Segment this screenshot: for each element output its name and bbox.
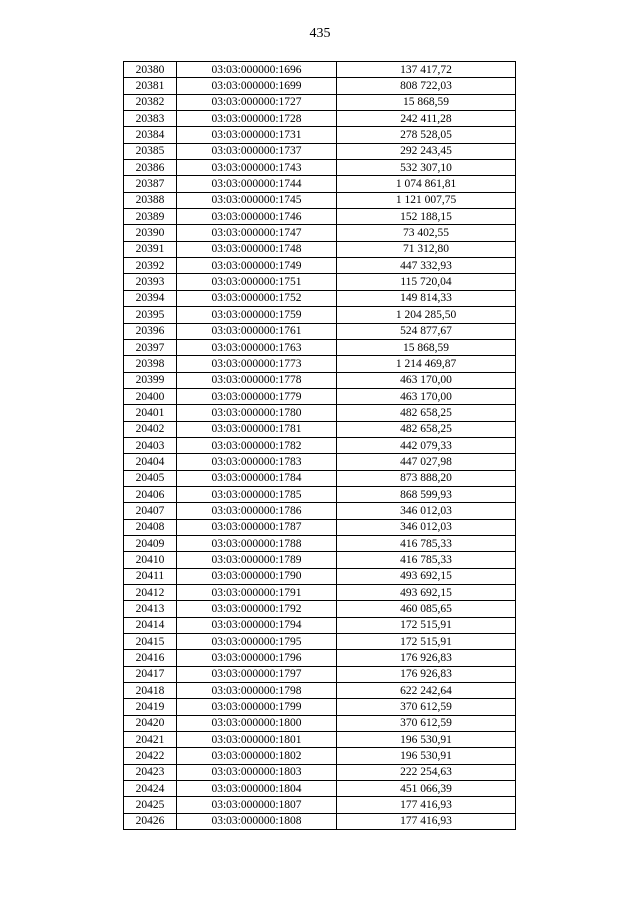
table-row <box>124 699 516 715</box>
row-number-cell: 20421 <box>124 732 177 748</box>
row-number-cell: 20409 <box>124 535 177 551</box>
table-row <box>124 274 516 290</box>
cadastral-value-cell: 447 027,98 <box>337 454 516 470</box>
row-number-cell: 20392 <box>124 258 177 274</box>
row-number-cell: 20393 <box>124 274 177 290</box>
cadastral-number-cell: 03:03:000000:1743 <box>177 160 337 176</box>
cadastral-number-cell: 03:03:000000:1785 <box>177 486 337 502</box>
row-number-cell: 20420 <box>124 715 177 731</box>
row-number-cell: 20381 <box>124 78 177 94</box>
table-row <box>124 617 516 633</box>
cadastral-value-cell: 532 307,10 <box>337 160 516 176</box>
row-number-cell: 20396 <box>124 323 177 339</box>
table-row <box>124 813 516 829</box>
table-row <box>124 111 516 127</box>
table-row <box>124 503 516 519</box>
row-number-cell: 20425 <box>124 797 177 813</box>
table-row <box>124 797 516 813</box>
cadastral-number-cell: 03:03:000000:1780 <box>177 405 337 421</box>
cadastral-value-table <box>123 61 516 830</box>
row-number-cell: 20399 <box>124 372 177 388</box>
cadastral-value-cell: 15 868,59 <box>337 339 516 355</box>
table-row <box>124 683 516 699</box>
cadastral-value-cell: 416 785,33 <box>337 552 516 568</box>
cadastral-value-cell: 1 074 861,81 <box>337 176 516 192</box>
cadastral-value-cell: 493 692,15 <box>337 568 516 584</box>
table-row <box>124 552 516 568</box>
row-number-cell: 20395 <box>124 307 177 323</box>
row-number-cell: 20406 <box>124 486 177 502</box>
row-number-cell: 20387 <box>124 176 177 192</box>
cadastral-number-cell: 03:03:000000:1799 <box>177 699 337 715</box>
cadastral-number-cell: 03:03:000000:1727 <box>177 94 337 110</box>
cadastral-value-cell: 442 079,33 <box>337 437 516 453</box>
cadastral-number-cell: 03:03:000000:1761 <box>177 323 337 339</box>
row-number-cell: 20401 <box>124 405 177 421</box>
cadastral-number-cell: 03:03:000000:1759 <box>177 307 337 323</box>
table-row <box>124 192 516 208</box>
cadastral-number-cell: 03:03:000000:1792 <box>177 601 337 617</box>
cadastral-number-cell: 03:03:000000:1749 <box>177 258 337 274</box>
table-row <box>124 568 516 584</box>
cadastral-number-cell: 03:03:000000:1794 <box>177 617 337 633</box>
cadastral-number-cell: 03:03:000000:1804 <box>177 781 337 797</box>
cadastral-number-cell: 03:03:000000:1696 <box>177 62 337 78</box>
table-row <box>124 437 516 453</box>
table-row <box>124 94 516 110</box>
row-number-cell: 20391 <box>124 241 177 257</box>
row-number-cell: 20423 <box>124 764 177 780</box>
cadastral-value-cell: 370 612,59 <box>337 715 516 731</box>
table-row <box>124 519 516 535</box>
cadastral-value-cell: 242 411,28 <box>337 111 516 127</box>
cadastral-number-cell: 03:03:000000:1801 <box>177 732 337 748</box>
cadastral-value-cell: 15 868,59 <box>337 94 516 110</box>
table-row <box>124 748 516 764</box>
cadastral-number-cell: 03:03:000000:1807 <box>177 797 337 813</box>
table-row <box>124 143 516 159</box>
table-row <box>124 715 516 731</box>
cadastral-number-cell: 03:03:000000:1747 <box>177 225 337 241</box>
table-row <box>124 62 516 78</box>
cadastral-value-cell: 176 926,83 <box>337 666 516 682</box>
table-row <box>124 634 516 650</box>
cadastral-value-cell: 1 121 007,75 <box>337 192 516 208</box>
cadastral-number-cell: 03:03:000000:1796 <box>177 650 337 666</box>
cadastral-number-cell: 03:03:000000:1790 <box>177 568 337 584</box>
cadastral-number-cell: 03:03:000000:1784 <box>177 470 337 486</box>
row-number-cell: 20424 <box>124 781 177 797</box>
cadastral-number-cell: 03:03:000000:1789 <box>177 552 337 568</box>
row-number-cell: 20417 <box>124 666 177 682</box>
row-number-cell: 20389 <box>124 209 177 225</box>
row-number-cell: 20385 <box>124 143 177 159</box>
cadastral-value-cell: 873 888,20 <box>337 470 516 486</box>
table-row <box>124 388 516 404</box>
row-number-cell: 20400 <box>124 388 177 404</box>
row-number-cell: 20388 <box>124 192 177 208</box>
cadastral-value-cell: 451 066,39 <box>337 781 516 797</box>
row-number-cell: 20383 <box>124 111 177 127</box>
cadastral-number-cell: 03:03:000000:1763 <box>177 339 337 355</box>
cadastral-value-cell: 482 658,25 <box>337 421 516 437</box>
cadastral-value-cell: 1 214 469,87 <box>337 356 516 372</box>
cadastral-number-cell: 03:03:000000:1745 <box>177 192 337 208</box>
table-row <box>124 176 516 192</box>
cadastral-number-cell: 03:03:000000:1737 <box>177 143 337 159</box>
cadastral-value-cell: 172 515,91 <box>337 634 516 650</box>
row-number-cell: 20397 <box>124 339 177 355</box>
cadastral-number-cell: 03:03:000000:1748 <box>177 241 337 257</box>
table-row <box>124 405 516 421</box>
cadastral-value-cell: 71 312,80 <box>337 241 516 257</box>
cadastral-number-cell: 03:03:000000:1751 <box>177 274 337 290</box>
cadastral-value-cell: 292 243,45 <box>337 143 516 159</box>
cadastral-value-cell: 808 722,03 <box>337 78 516 94</box>
cadastral-value-cell: 196 530,91 <box>337 732 516 748</box>
cadastral-value-cell: 73 402,55 <box>337 225 516 241</box>
cadastral-number-cell: 03:03:000000:1773 <box>177 356 337 372</box>
cadastral-value-cell: 177 416,93 <box>337 813 516 829</box>
cadastral-number-cell: 03:03:000000:1791 <box>177 585 337 601</box>
row-number-cell: 20380 <box>124 62 177 78</box>
row-number-cell: 20422 <box>124 748 177 764</box>
cadastral-value-cell: 447 332,93 <box>337 258 516 274</box>
cadastral-number-cell: 03:03:000000:1783 <box>177 454 337 470</box>
cadastral-value-cell: 493 692,15 <box>337 585 516 601</box>
cadastral-value-cell: 346 012,03 <box>337 519 516 535</box>
table-row <box>124 160 516 176</box>
cadastral-value-cell: 416 785,33 <box>337 535 516 551</box>
row-number-cell: 20426 <box>124 813 177 829</box>
table-row <box>124 209 516 225</box>
row-number-cell: 20402 <box>124 421 177 437</box>
cadastral-value-cell: 177 416,93 <box>337 797 516 813</box>
table-body <box>124 62 516 830</box>
cadastral-value-cell: 346 012,03 <box>337 503 516 519</box>
table-row <box>124 241 516 257</box>
table-row <box>124 258 516 274</box>
cadastral-number-cell: 03:03:000000:1786 <box>177 503 337 519</box>
cadastral-value-cell: 524 877,67 <box>337 323 516 339</box>
cadastral-number-cell: 03:03:000000:1746 <box>177 209 337 225</box>
cadastral-number-cell: 03:03:000000:1752 <box>177 290 337 306</box>
row-number-cell: 20404 <box>124 454 177 470</box>
cadastral-number-cell: 03:03:000000:1744 <box>177 176 337 192</box>
table-row <box>124 585 516 601</box>
table-row <box>124 225 516 241</box>
cadastral-value-cell: 152 188,15 <box>337 209 516 225</box>
cadastral-number-cell: 03:03:000000:1731 <box>177 127 337 143</box>
table-row <box>124 454 516 470</box>
row-number-cell: 20415 <box>124 634 177 650</box>
cadastral-value-cell: 115 720,04 <box>337 274 516 290</box>
table-row <box>124 781 516 797</box>
cadastral-number-cell: 03:03:000000:1798 <box>177 683 337 699</box>
row-number-cell: 20414 <box>124 617 177 633</box>
row-number-cell: 20394 <box>124 290 177 306</box>
table-row <box>124 356 516 372</box>
table-row <box>124 290 516 306</box>
cadastral-value-cell: 460 085,65 <box>337 601 516 617</box>
cadastral-value-cell: 370 612,59 <box>337 699 516 715</box>
cadastral-number-cell: 03:03:000000:1782 <box>177 437 337 453</box>
row-number-cell: 20398 <box>124 356 177 372</box>
table-row <box>124 764 516 780</box>
cadastral-value-cell: 222 254,63 <box>337 764 516 780</box>
row-number-cell: 20413 <box>124 601 177 617</box>
row-number-cell: 20418 <box>124 683 177 699</box>
row-number-cell: 20386 <box>124 160 177 176</box>
row-number-cell: 20410 <box>124 552 177 568</box>
table-row <box>124 535 516 551</box>
table-row <box>124 421 516 437</box>
cadastral-value-cell: 463 170,00 <box>337 372 516 388</box>
cadastral-value-cell: 1 204 285,50 <box>337 307 516 323</box>
cadastral-number-cell: 03:03:000000:1779 <box>177 388 337 404</box>
cadastral-value-cell: 278 528,05 <box>337 127 516 143</box>
cadastral-number-cell: 03:03:000000:1803 <box>177 764 337 780</box>
row-number-cell: 20384 <box>124 127 177 143</box>
row-number-cell: 20405 <box>124 470 177 486</box>
table-row <box>124 323 516 339</box>
cadastral-value-cell: 196 530,91 <box>337 748 516 764</box>
cadastral-number-cell: 03:03:000000:1699 <box>177 78 337 94</box>
cadastral-number-cell: 03:03:000000:1800 <box>177 715 337 731</box>
cadastral-value-cell: 868 599,93 <box>337 486 516 502</box>
cadastral-number-cell: 03:03:000000:1787 <box>177 519 337 535</box>
cadastral-value-cell: 463 170,00 <box>337 388 516 404</box>
cadastral-value-cell: 172 515,91 <box>337 617 516 633</box>
cadastral-value-cell: 622 242,64 <box>337 683 516 699</box>
cadastral-value-cell: 176 926,83 <box>337 650 516 666</box>
table-row <box>124 339 516 355</box>
row-number-cell: 20407 <box>124 503 177 519</box>
row-number-cell: 20419 <box>124 699 177 715</box>
table-row <box>124 601 516 617</box>
cadastral-number-cell: 03:03:000000:1728 <box>177 111 337 127</box>
row-number-cell: 20390 <box>124 225 177 241</box>
cadastral-number-cell: 03:03:000000:1795 <box>177 634 337 650</box>
row-number-cell: 20403 <box>124 437 177 453</box>
cadastral-value-cell: 149 814,33 <box>337 290 516 306</box>
table-row <box>124 307 516 323</box>
row-number-cell: 20382 <box>124 94 177 110</box>
table-row <box>124 78 516 94</box>
cadastral-value-cell: 137 417,72 <box>337 62 516 78</box>
cadastral-number-cell: 03:03:000000:1781 <box>177 421 337 437</box>
table-row <box>124 666 516 682</box>
table-row <box>124 732 516 748</box>
row-number-cell: 20411 <box>124 568 177 584</box>
cadastral-number-cell: 03:03:000000:1802 <box>177 748 337 764</box>
row-number-cell: 20416 <box>124 650 177 666</box>
row-number-cell: 20412 <box>124 585 177 601</box>
table-row <box>124 650 516 666</box>
table-row <box>124 127 516 143</box>
table-row <box>124 486 516 502</box>
cadastral-number-cell: 03:03:000000:1778 <box>177 372 337 388</box>
cadastral-number-cell: 03:03:000000:1788 <box>177 535 337 551</box>
cadastral-number-cell: 03:03:000000:1797 <box>177 666 337 682</box>
table-row <box>124 372 516 388</box>
table-row <box>124 470 516 486</box>
page-number: 435 <box>309 26 331 41</box>
row-number-cell: 20408 <box>124 519 177 535</box>
cadastral-number-cell: 03:03:000000:1808 <box>177 813 337 829</box>
cadastral-value-cell: 482 658,25 <box>337 405 516 421</box>
